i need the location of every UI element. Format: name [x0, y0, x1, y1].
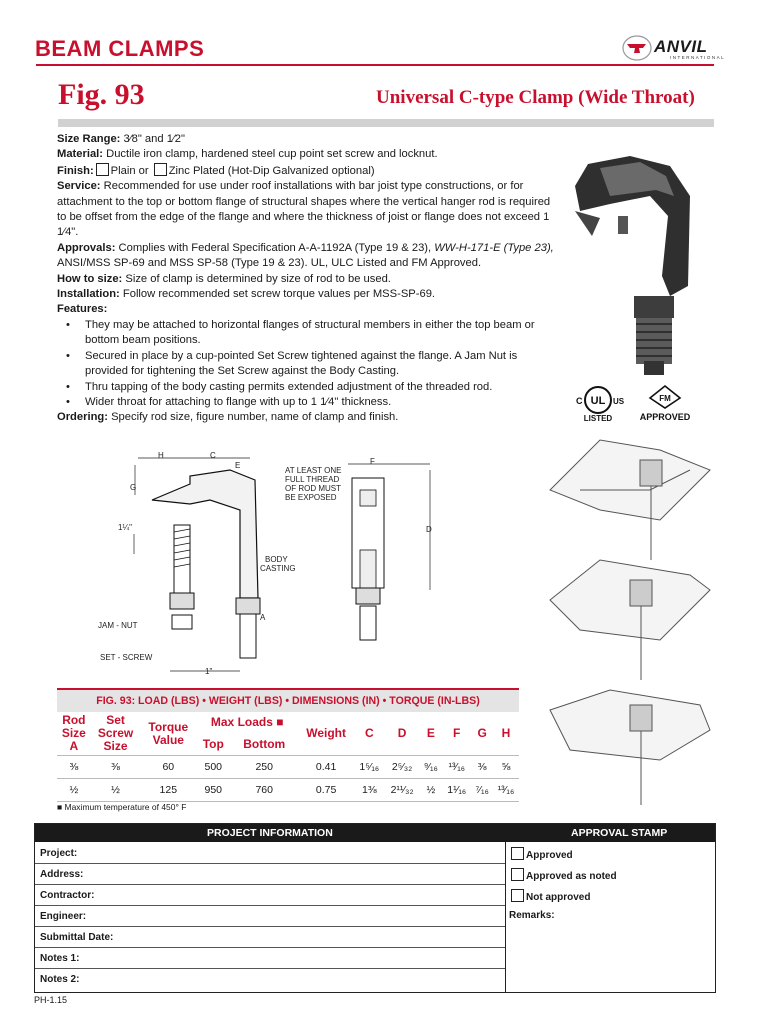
engineer-field[interactable]: Engineer: — [35, 906, 505, 927]
page-number: PH-1.15 — [34, 995, 68, 1005]
spec-text — [57, 132, 557, 426]
project-field[interactable]: Project: — [35, 843, 505, 864]
load-dimension-table — [57, 712, 519, 802]
ul-text: UL — [590, 395, 606, 407]
section-title: BEAM CLAMPS — [35, 36, 205, 61]
ul-us-text: US — [613, 397, 625, 406]
ul-listed-mark — [568, 380, 630, 424]
finish: Finish: Plain or Zinc Plated (Hot-Dip Galvanized optional) — [57, 164, 375, 177]
installation-illustrations — [540, 430, 720, 810]
dim-d-label: D — [426, 525, 432, 534]
body-label-1: BODY — [265, 555, 288, 564]
fm-approved-mark — [634, 380, 696, 424]
fm-approved-text: APPROVED — [639, 412, 691, 422]
approved-as-noted-option[interactable]: Approved as noted — [509, 868, 617, 882]
ul-c-text: C — [576, 396, 583, 406]
submittal-date-field[interactable]: Submittal Date: — [35, 927, 505, 948]
form-divider — [505, 842, 506, 992]
feature-item: • Wider throat for attaching to flange with up to 1 1⁄4" thickness. — [85, 395, 557, 410]
project-information-form — [34, 823, 716, 993]
table-title: FIG. 93: LOAD (LBS) • WEIGHT (LBS) • DIMENSIONS (IN) • TORQUE (IN-LBS) — [57, 688, 519, 712]
remarks-field[interactable]: Remarks: — [509, 910, 555, 921]
col-e: E — [426, 726, 435, 740]
thread-note-1: AT LEAST ONE — [285, 466, 342, 475]
col-set-screw: Set Screw Size — [97, 713, 134, 753]
col-c: C — [364, 726, 374, 740]
table-row: ⅜ ⅜ 60 500 250 0.41 1⁵⁄₁₆ 2⁵⁄₃₂ ⁹⁄₁₆ ¹³⁄₁₆ ⅜ ⅝ — [57, 756, 519, 779]
size-range: Size Range: 3⁄8" and 1⁄2" — [57, 133, 185, 145]
logo-wordmark: ANVIL — [654, 37, 708, 56]
approved-as-noted-checkbox[interactable] — [511, 868, 524, 881]
form-header — [35, 824, 715, 842]
how-to-size: How to size: Size of clamp is determined by size of rod to be used. — [57, 272, 391, 285]
thread-note-2: FULL THREAD — [285, 475, 340, 484]
divider-bar — [58, 119, 714, 127]
address-field[interactable]: Address: — [35, 864, 505, 885]
not-approved-option[interactable]: Not approved — [509, 889, 590, 903]
notes-1-field[interactable]: Notes 1: — [35, 948, 505, 969]
features-heading: Features: — [57, 303, 108, 316]
figure-number: Fig. 93 — [58, 78, 145, 111]
dim-1in-label: 1" — [205, 667, 213, 676]
feature-item: • Thru tapping of the body casting permits extended adjustment of the threaded rod. — [85, 380, 557, 395]
ul-listed-text: LISTED — [583, 414, 613, 423]
logo-subtext: INTERNATIONAL — [670, 55, 726, 60]
dim-c-label: C — [210, 451, 216, 460]
thread-note-3: OF ROD MUST — [285, 484, 341, 493]
col-f: F — [453, 726, 461, 740]
col-rod-size: Rod Size A — [61, 713, 86, 753]
features-list — [57, 318, 557, 410]
table-footnote: ■ Maximum temperature of 450° F — [57, 802, 187, 812]
anvil-logo — [622, 34, 742, 64]
jam-nut-label: JAM - NUT — [98, 621, 138, 630]
col-top: Top — [202, 736, 224, 751]
contractor-field[interactable]: Contractor: — [35, 885, 505, 906]
table-row: ½ ½ 125 950 760 0.75 1⅜ 2¹¹⁄₃₂ ½ 1¹⁄₁₆ ⁷⁄₁₆ ¹³⁄₁₆ — [57, 779, 519, 802]
approvals: Approvals: Complies with Federal Specification A-A-1192A (Type 19 & 23), WW-H-171-E (Type 23), ANSI/MSS SP-69 and MSS SP-58 (Type 19 & 23). UL, ULC Listed and FM Approved. — [57, 241, 554, 270]
data-table-block — [57, 688, 519, 802]
ul-logo-icon — [568, 380, 630, 424]
body-label-2: CASTING — [260, 564, 296, 573]
col-g: G — [477, 726, 487, 740]
feature-item: • Secured in place by a cup-pointed Set Screw tightened against the flange. A Jam Nut is provided for tightening the Set Screw against the Body Casting. — [85, 349, 557, 380]
dim-f-label: F — [370, 457, 375, 466]
dimension-diagram — [90, 450, 550, 680]
col-weight: Weight — [306, 726, 346, 740]
dim-e-label: E — [235, 461, 241, 470]
dim-g-label: G — [130, 483, 137, 492]
header-rule — [36, 64, 714, 66]
material: Material: Ductile iron clamp, hardened steel cup point set screw and locknut. — [57, 148, 438, 161]
col-h: H — [501, 726, 511, 740]
clamp-photo — [570, 156, 708, 376]
approval-stamp-heading: APPROVAL STAMP — [571, 827, 668, 839]
fm-logo-icon — [634, 380, 696, 424]
figure-subtitle: Universal C-type Clamp (Wide Throat) — [376, 87, 695, 108]
dim-h-label: H — [158, 451, 164, 460]
notes-2-field[interactable]: Notes 2: — [40, 974, 80, 985]
ordering: Ordering: Specify rod size, figure number, name of clamp and finish. — [57, 411, 399, 424]
approved-checkbox[interactable] — [511, 847, 524, 860]
approved-option[interactable]: Approved — [509, 847, 573, 861]
not-approved-checkbox[interactable] — [511, 889, 524, 902]
thread-note-4: BE EXPOSED — [285, 493, 337, 502]
dim-1-25-label: 1¼" — [118, 523, 132, 532]
installation: Installation: Follow recommended set screw torque values per MSS-SP-69. — [57, 288, 436, 301]
set-screw-label: SET - SCREW — [100, 653, 153, 662]
col-max-loads: Max Loads ■ — [210, 715, 284, 730]
col-torque: Torque Value — [148, 719, 189, 747]
finish-zinc-checkbox[interactable] — [154, 163, 167, 176]
col-d: D — [397, 726, 407, 740]
dim-a-label: A — [260, 613, 266, 622]
anvil-emblem-icon — [622, 34, 652, 62]
col-bottom: Bottom — [243, 736, 286, 751]
fm-text: FM — [659, 394, 671, 403]
service: Service: Recommended for use under roof installations with bar joist type constructions, or for attachment to the top or bottom flange of structural shapes where the vertical hanger rod is required to be offset from the edge of the flange and where the thickness of joist or flange does not exceed 1 1⁄4". — [57, 180, 551, 239]
project-info-heading: PROJECT INFORMATION — [207, 827, 333, 839]
finish-plain-checkbox[interactable] — [96, 163, 109, 176]
feature-item: • They may be attached to horizontal flanges of structural members in either the top beam or bottom beam positions. — [85, 318, 557, 349]
